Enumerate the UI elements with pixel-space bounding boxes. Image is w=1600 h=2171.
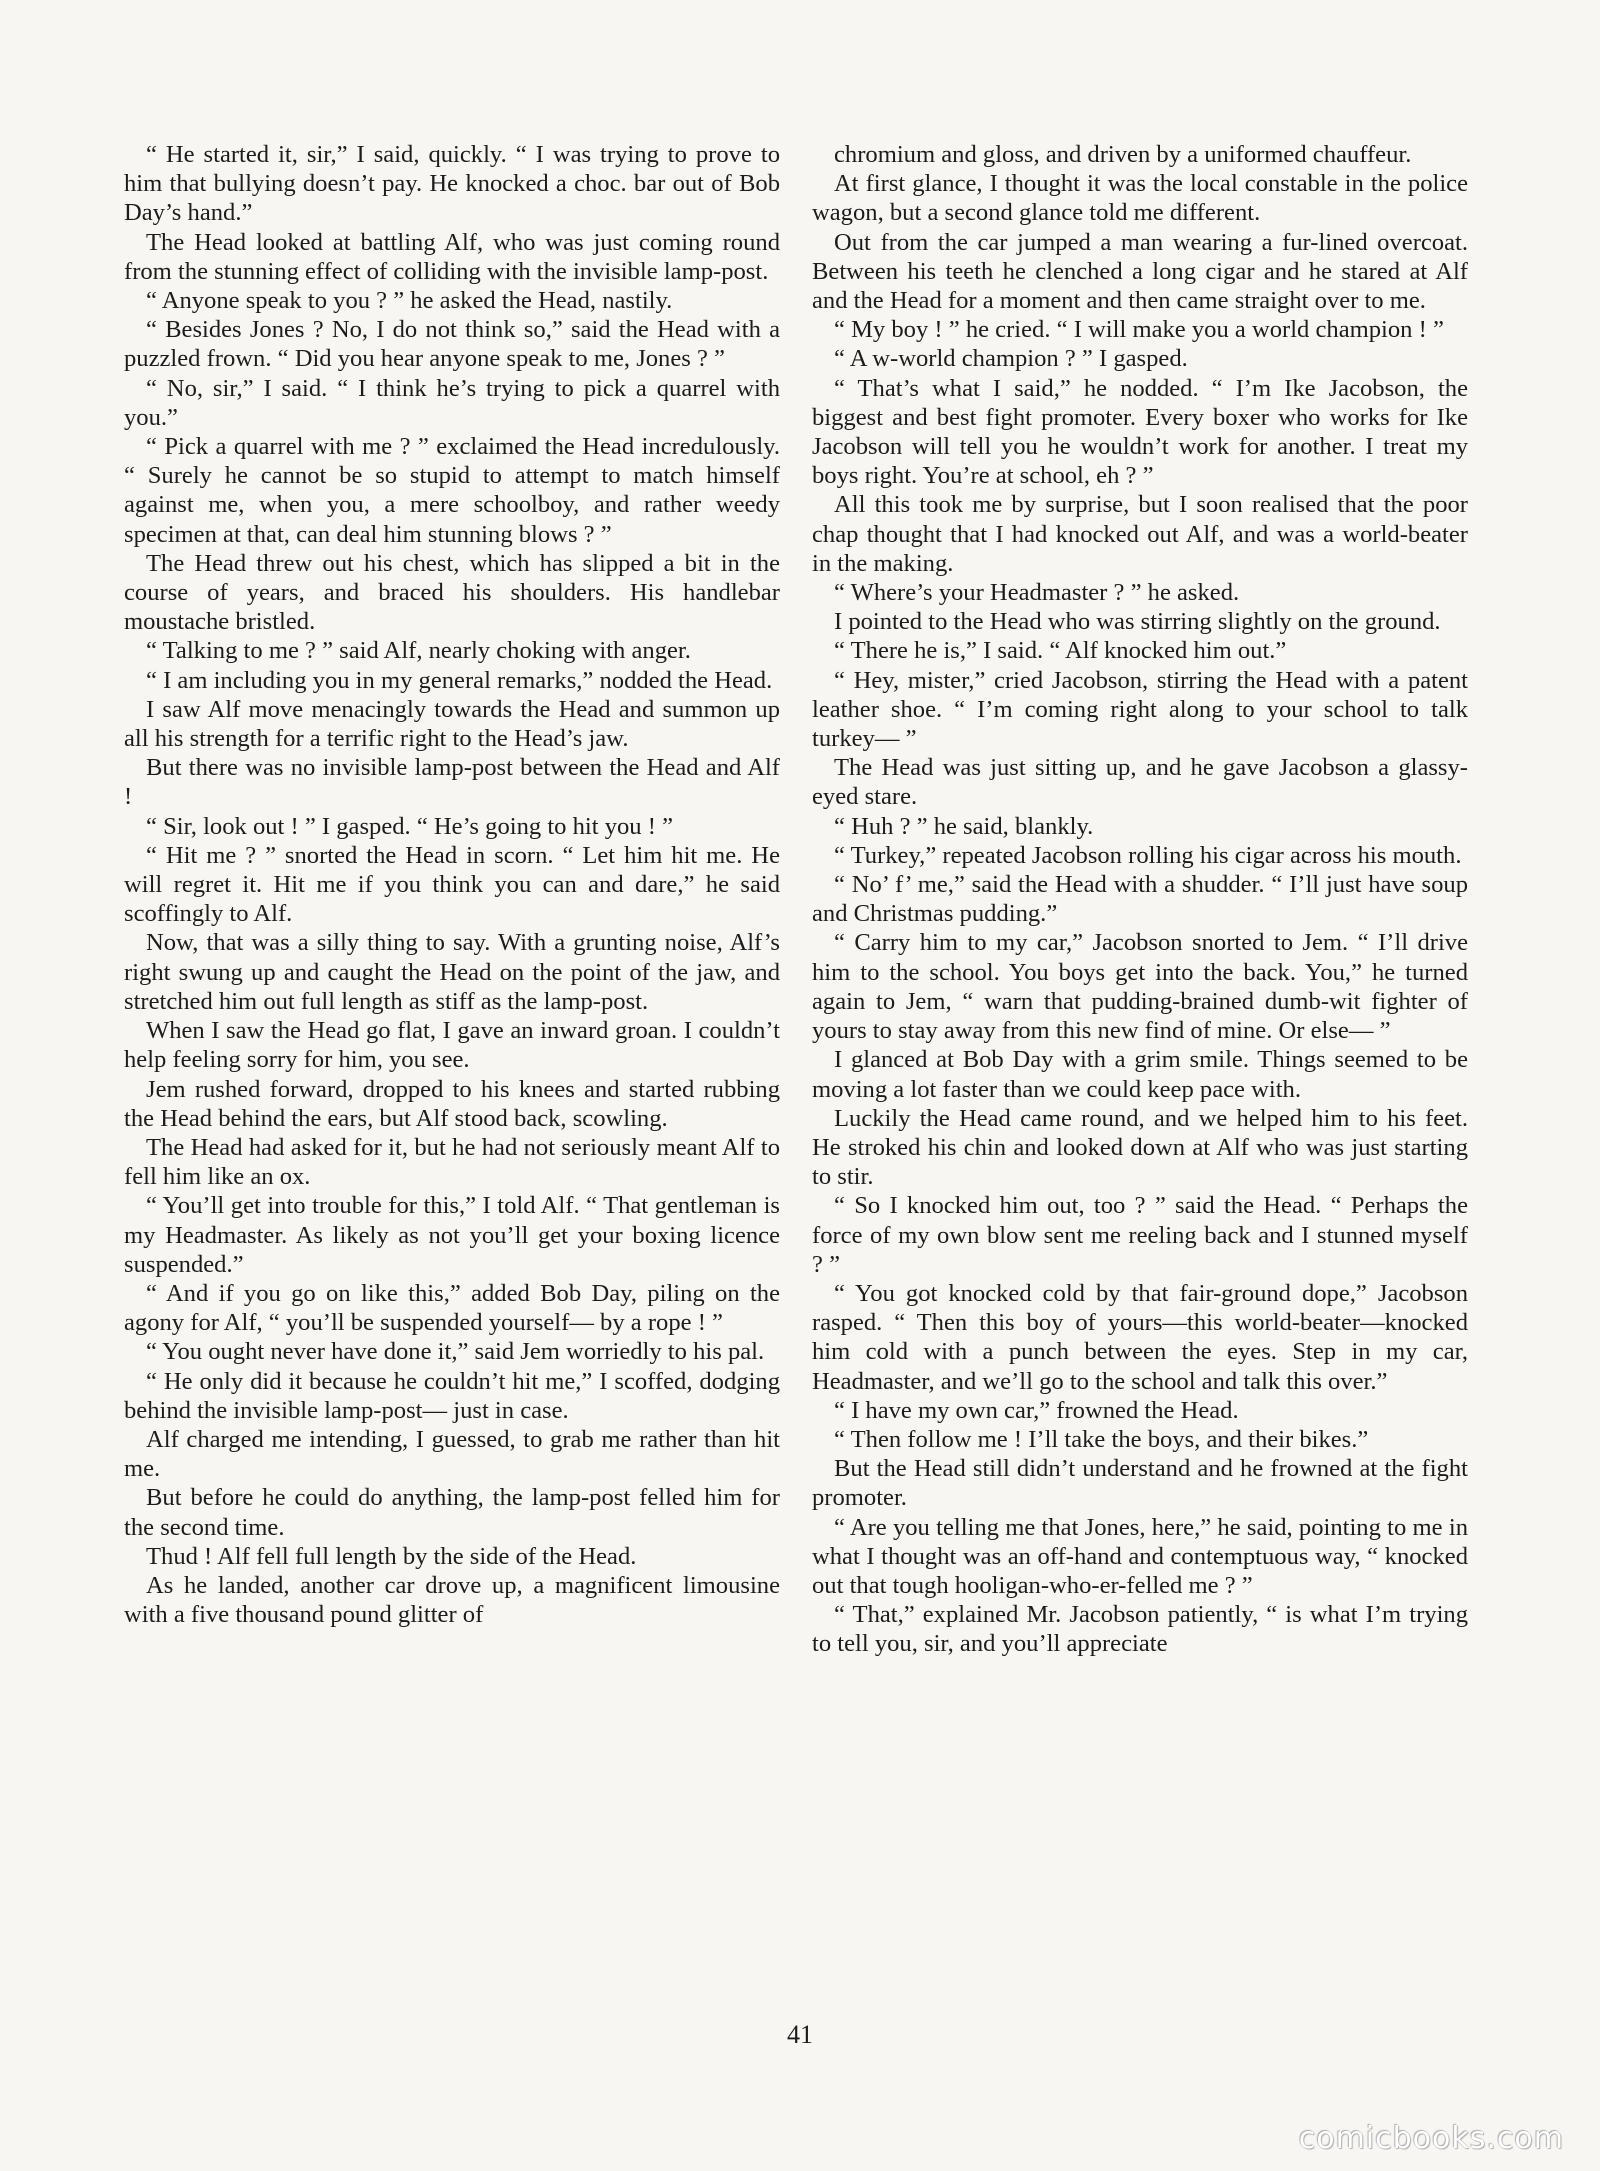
right-text-column [812,140,1468,2020]
paragraph: Thud ! Alf fell full length by the side of the Head. [146,1542,637,1570]
paragraph: “ Carry him to my car,” Jacobson snorted to Jem. “ I’ll drive him to the school. You boys get into the back. You,” he turned again to Jem, “ warn that pudding-brained dumb-wit fighter of yours to stay away from this new find of mine. Or else— ” [812,929,1468,1045]
paragraph: But the Head still didn’t understand and he frowned at the fight promoter. [812,1455,1468,1512]
paragraph: All this took me by surprise, but I soon realised that the poor chap thought that I had knocked out Alf, and was a world-beater in the making. [812,491,1468,577]
paragraph: “ Sir, look out ! ” I gasped. “ He’s going to hit you ! ” [146,812,673,840]
paragraph: “ A w-world champion ? ” I gasped. [834,345,1188,373]
paragraph: “ I am including you in my general remarks,” nodded the Head. [146,666,773,694]
paragraph: “ Turkey,” repeated Jacobson rolling his cigar across his mouth. [834,841,1462,869]
paragraph: chromium and gloss, and driven by a uniformed chauffeur. [834,141,1412,168]
paragraph: “ There he is,” I said. “ Alf knocked him out.” [834,637,1287,665]
paragraph: “ So I knocked him out, too ? ” said the Head. “ Perhaps the force of my own blow sent me reeling back and I stunned myself ? ” [812,1192,1468,1278]
paragraph: But before he could do anything, the lamp-post felled him for the second time. [124,1484,780,1541]
paragraph: “ You ought never have done it,” said Jem worriedly to his pal. [146,1338,765,1366]
paragraph: Out from the car jumped a man wearing a fur-lined overcoat. Between his teeth he clenched a long cigar and he stared at Alf and the Head for a moment and then came straight over to me. [812,228,1468,315]
watermark: comicbooks.com [1298,2121,1564,2156]
paragraph: At first glance, I thought it was the local constable in the police wagon, but a second glance told me different. [812,170,1468,227]
paragraph: When I saw the Head go flat, I gave an inward groan. I couldn’t help feeling sorry for him, you see. [124,1017,780,1074]
paragraph: “ He started it, sir,” I said, quickly. “ I was trying to prove to him that bullying doesn’t pay. He knocked a choc. bar out of Bob Day’s hand.” [124,141,780,227]
paragraph: “ Hit me ? ” snorted the Head in scorn. “ Let him hit me. He will regret it. Hit me if you think you can and dare,” he said scoffingly to Alf. [124,841,780,928]
paragraph: I pointed to the Head who was stirring slightly on the ground. [834,608,1441,636]
paragraph: Jem rushed forward, dropped to his knees and started rubbing the Head behind the ears, but Alf stood back, scowling. [124,1075,780,1132]
paragraph: The Head was just sitting up, and he gave Jacobson a glassy-eyed stare. [812,754,1468,811]
paragraph: I glanced at Bob Day with a grim smile. Things seemed to be moving a lot faster than we could keep pace with. [812,1046,1468,1103]
paragraph: “ Are you telling me that Jones, here,” he said, pointing to me in what I thought was an off-hand and contemptuous way, “ knocked out that tough hooligan-who-er-felled me ? ” [812,1513,1468,1599]
paragraph: I saw Alf move menacingly towards the Head and summon up all his strength for a terrific right to the Head’s jaw. [124,695,780,753]
paragraph: “ Pick a quarrel with me ? ” exclaimed the Head incredulously. “ Surely he cannot be so stupid to attempt to match himself against me, when you, a mere schoolboy, and rather weedy specimen at that, can deal him stunning blows ? ” [124,433,780,548]
paragraph: Alf charged me intending, I guessed, to grab me rather than hit me. [124,1425,780,1483]
paragraph: “ Then follow me ! I’ll take the boys, and their bikes.” [834,1425,1369,1453]
paragraph: The Head had asked for it, but he had not seriously meant Alf to fell him like an ox. [124,1133,780,1191]
paragraph: “ You’ll get into trouble for this,” I told Alf. “ That gentleman is my Headmaster. As likely as not you’ll get your boxing licence suspended.” [124,1192,780,1278]
paragraph: “ Hey, mister,” cried Jacobson, stirring the Head with a patent leather shoe. “ I’m coming right along to your school to talk turkey— ” [812,666,1468,753]
paragraph: “ My boy ! ” he cried. “ I will make you a world champion ! ” [834,316,1444,344]
paragraph: “ Besides Jones ? No, I do not think so,” said the Head with a puzzled frown. “ Did you hear anyone speak to me, Jones ? ” [124,316,780,373]
paragraph: As he landed, another car drove up, a magnificent limousine with a five thousand pound glitter of [124,1571,780,1629]
paragraph: “ I have my own car,” frowned the Head. [834,1396,1239,1424]
paragraph: “ He only did it because he couldn’t hit me,” I scoffed, dodging behind the invisible lamp-post— just in case. [124,1367,780,1424]
paragraph: “ And if you go on like this,” added Bob Day, piling on the agony for Alf, “ you’ll be suspended yourself— by a rope ! ” [124,1279,780,1337]
paragraph: “ Talking to me ? ” said Alf, nearly choking with anger. [146,637,691,665]
page-number: 41 [787,2020,813,2049]
paragraph: “ Anyone speak to you ? ” he asked the Head, nastily. [146,287,673,315]
paragraph: The Head threw out his chest, which has slipped a bit in the course of years, and braced his shoulders. His handlebar moustache bristled. [124,549,780,636]
paragraph: “ No, sir,” I said. “ I think he’s trying to pick a quarrel with you.” [124,374,780,431]
paragraph: “ That,” explained Mr. Jacobson patiently, “ is what I’m trying to tell you, sir, and you’ll appreciate [812,1601,1468,1658]
paragraph: But there was no invisible lamp-post between the Head and Alf ! [124,754,780,811]
paragraph: “ Huh ? ” he said, blankly. [834,812,1094,840]
paragraph: Luckily the Head came round, and we helped him to his feet. He stroked his chin and looked down at Alf who was just starting to stir. [812,1104,1468,1191]
paragraph: “ Where’s your Headmaster ? ” he asked. [834,579,1240,607]
paragraph: “ No’ f’ me,” said the Head with a shudder. “ I’ll just have soup and Christmas pudding.” [812,871,1468,928]
paragraph: “ That’s what I said,” he nodded. “ I’m Ike Jacobson, the biggest and best fight promoter. Every boxer who works for Ike Jacobson will tell you he wouldn’t work for another. I treat my boys right. You’re at school, eh ? ” [812,374,1468,490]
paragraph: The Head looked at battling Alf, who was just coming round from the stunning effect of colliding with the invisible lamp-post. [124,228,780,285]
paragraph: Now, that was a silly thing to say. With a grunting noise, Alf’s right swung up and caught the Head on the point of the jaw, and stretched him out full length as stiff as the lamp-post. [124,929,780,1015]
left-text-column [124,140,780,2020]
paragraph: “ You got knocked cold by that fair-ground dope,” Jacobson rasped. “ Then this boy of yours—this world-beater—knocked him cold with a punch between the eyes. Step in my car, Headmaster, and we’ll go to the school and talk this over.” [812,1279,1468,1395]
